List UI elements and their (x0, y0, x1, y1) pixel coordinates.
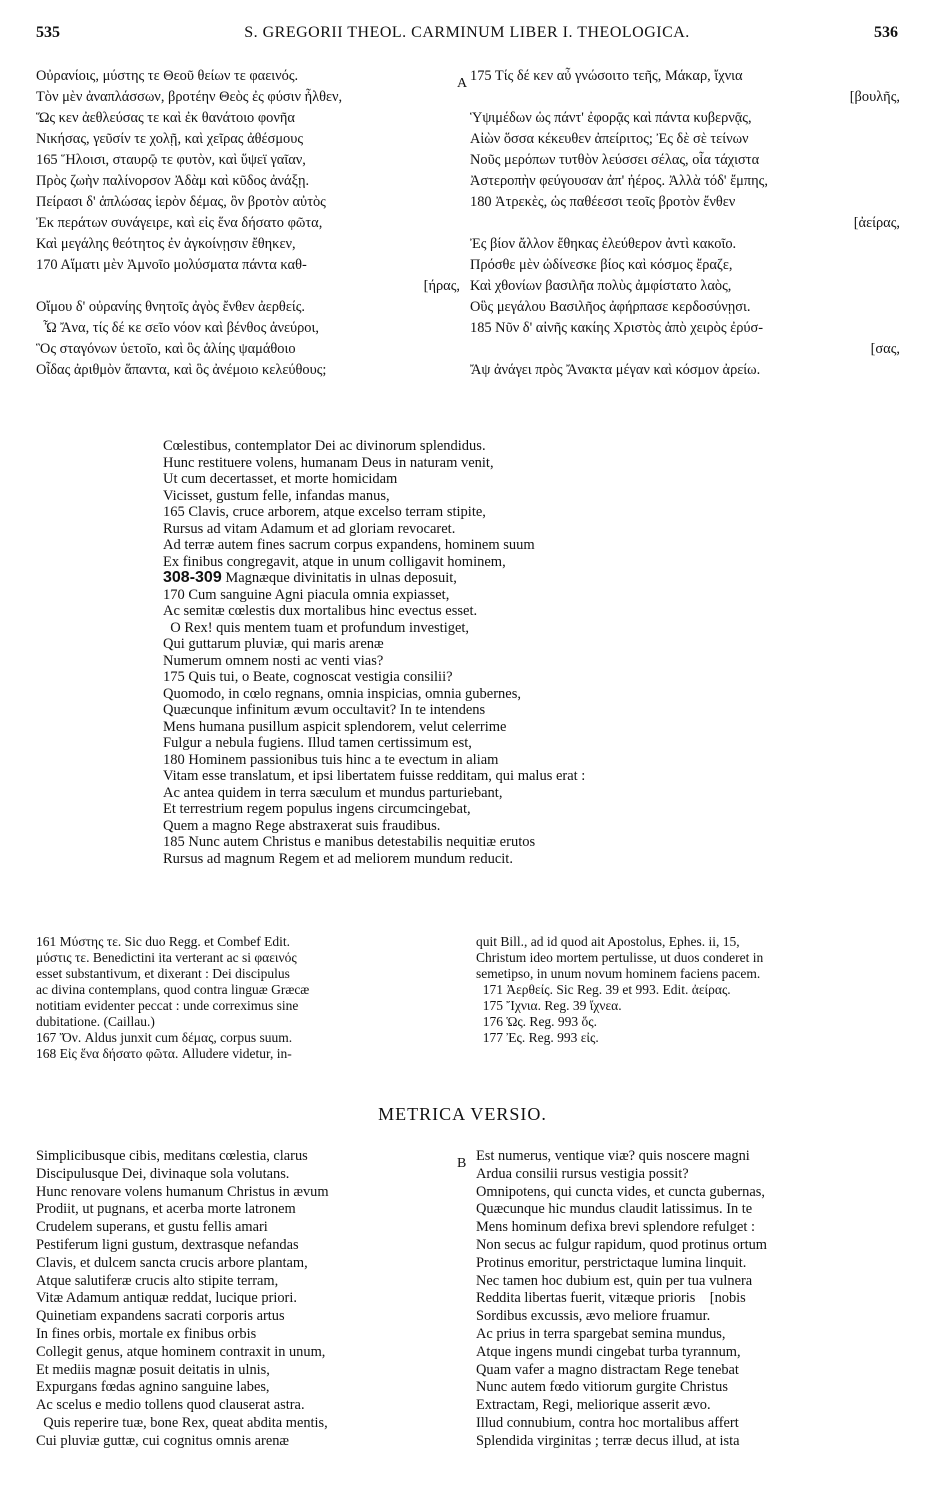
metrical-verse-line: Nec tamen hoc dubium est, quin per tua vulnera (476, 1272, 753, 1289)
greek-verse-line: Ὦ Ἄνα, τίς δέ κε σεῖο νόον καὶ βένθος ἀνεύροι, (36, 320, 319, 336)
metrical-verse-line: Ac scelus e medio tollens quod clauserat astra. (36, 1397, 305, 1414)
column-marker-a: A (457, 76, 468, 91)
page-number-right: 536 (874, 24, 898, 41)
latin-prose-line: Rursus ad vitam Adamum et ad gloriam revocaret. (163, 520, 456, 537)
footnote-line: μύστις τε. Benedictini ita verterant ac si φαεινός (36, 950, 297, 965)
latin-prose-line: Mens humana pusillum aspicit splendorem, velut celerrime (163, 718, 507, 735)
metrical-verse-line: Expurgans fœdas agnino sanguine labes, (36, 1379, 270, 1396)
greek-verse-line: Ἄψ ἀνάγει πρὸς Ἄνακτα μέγαν καὶ κόσμον ἀρείω. (470, 362, 761, 378)
metrical-verse-line: Vitæ Adamum antiquæ reddat, lucique priori. (36, 1290, 297, 1307)
latin-prose-line: Ad terræ autem fines sacrum corpus expandens, hominem suum (163, 537, 535, 553)
footnotes-right-column (476, 934, 896, 1046)
metrical-verse-line: Clavis, et dulcem sancta crucis arbore plantam, (36, 1254, 308, 1271)
metrical-verse-line: Quæcunque hic mundus claudit latissimus. In te (476, 1201, 753, 1218)
column-marker-b: B (457, 1156, 467, 1171)
latin-prose-line: Ac semitæ cœlestis dux mortalibus hinc evectus esset. (163, 603, 478, 619)
metrical-verse-line: In fines orbis, mortale ex finibus orbis (36, 1325, 257, 1342)
greek-verse-line: 185 Νῦν δ' αἰνῆς κακίης Χριστὸς ἀπὸ χειρὸς ἐρύσ- (470, 320, 764, 336)
footnote-line: 177 Ἐς. Reg. 993 εἰς. (476, 1030, 599, 1045)
metrical-verse-line: Reddita libertas fuerit, vitæque prioris [nobis (476, 1290, 746, 1307)
latin-prose-line: 170 Cum sanguine Agni piacula omnia expiasset, (163, 586, 450, 603)
metrical-version-right-column (476, 1148, 900, 1451)
metrical-verse-line: Atque salutiferæ crucis alto stipite terram, (36, 1272, 279, 1289)
metrical-verse-line: Et mediis magnæ posuit deitatis in ulnis, (36, 1361, 270, 1378)
greek-verse-line: Αἰὼν ὅσσα κέκευθεν ἀπείριτος; Ἐς δὲ σὲ τείνων (470, 131, 749, 147)
latin-prose-line: 308-309 Magnæque divinitatis in ulnas deposuit, (163, 570, 457, 586)
greek-verse-line: Ἀστεροπὴν φεύγουσαν ἀπ' ἠέρος. Ἀλλὰ τόδ' ἔμπης, (470, 173, 768, 189)
latin-prose-line: Vitam esse translatum, et ipsi libertatem fuisse redditam, qui malus erat : (163, 768, 586, 784)
greek-verse-line: [σας, (870, 341, 900, 357)
footnote-line: notitiam evidenter peccat : unde correximus sine (36, 998, 299, 1013)
latin-prose-line: 185 Nunc autem Christus e manibus detestabilis nequitiæ erutos (163, 834, 536, 850)
metrical-verse-line: Collegit genus, atque hominem contraxit in unum, (36, 1343, 326, 1360)
latin-prose-line: Et terrestrium regem populus ingens circumcingebat, (163, 801, 471, 817)
greek-verse-line: 165 Ἥλοισι, σταυρῷ τε φυτὸν, καὶ ὕψεϊ γαῖαν, (36, 152, 306, 168)
latin-prose-line: Numerum omnem nosti ac venti vias? (163, 652, 384, 669)
page-number-left: 535 (36, 24, 60, 41)
footnote-line: semetipso, in unum novum hominem faciens pacem. (476, 966, 761, 981)
greek-verse-line: Πείρασι δ' ἁπλώσας ἱερὸν δέμας, ὃν βροτὸν αὐτὸς (36, 194, 326, 210)
metrical-verse-line: Est numerus, ventique viæ? quis noscere magni (476, 1148, 750, 1164)
greek-verse-line: 175 Τίς δέ κεν αὖ γνώσοιτο τεῆς, Μάκαρ, ἴχνια (470, 68, 743, 84)
latin-prose-line: Cœlestibus, contemplator Dei ac divinorum splendidus. (163, 438, 486, 454)
greek-verse-line: Νικήσας, γεῦσίν τε χολῇ, καὶ χεῖρας ἀθέσμους (36, 131, 304, 147)
latin-prose-line: Ex finibus congregavit, atque in unum colligavit hominem, (163, 553, 506, 570)
running-title: S. GREGORII THEOL. CARMINUM LIBER I. THEOLOGICA. (244, 24, 690, 41)
metrical-verse-line: Quis reperire tuæ, bone Rex, queat abdita mentis, (36, 1414, 328, 1431)
greek-verse-line: Πρόσθε μὲν ὠδίνεσκε βίος καὶ κόσμος ἔραζε, (470, 257, 733, 273)
metrical-verse-line: Pestiferum ligni gustum, dextrasque nefandas (36, 1236, 299, 1253)
greek-verse-line: Καὶ μεγάλης θεότητος ἐν ἀγκοίνῃσιν ἔθηκεν, (36, 236, 296, 252)
latin-prose-line: Fulgur a nebula fugiens. Illud tamen certissimum est, (163, 735, 472, 751)
footnote-line: 171 Ἀερθείς. Sic Reg. 39 et 993. Edit. ἀείρας. (476, 982, 731, 997)
metrical-version-left-column (36, 1148, 456, 1451)
footnote-line: 161 Μύστης τε. Sic duo Regg. et Combef Edit. (36, 934, 290, 949)
greek-text-right-column (470, 66, 900, 381)
footnote-line: 168 Εἰς ἕνα δήσατο φῶτα. Alludere videtur, in- (36, 1046, 292, 1061)
greek-verse-line: 180 Ἀτρεκὲς, ὡς παθέεσσι τεοῖς βροτὸν ἔνθεν (470, 194, 736, 210)
latin-prose-line: Vicisset, gustum felle, infandas manus, (163, 487, 390, 504)
greek-text-left-column (36, 66, 460, 381)
greek-verse-line: Τὸν μὲν ἀναπλάσσων, βροτέην Θεὸς ἐς φύσιν ἦλθεν, (36, 89, 343, 105)
latin-prose-line: O Rex! quis mentem tuam et profundum investiget, (163, 619, 470, 636)
greek-verse-line: [βουλῆς, (849, 89, 900, 105)
footnote-line: esset substantivum, et dixerant : Dei discipulus (36, 966, 290, 981)
greek-verse-line: Πρὸς ζωὴν παλίνορσον Ἀδὰμ καὶ κῦδος ἀνάξῃ. (36, 173, 310, 189)
metrical-verse-line: Discipulusque Dei, divinaque sola volutans. (36, 1165, 290, 1182)
footnote-line: 176 Ὡς. Reg. 993 ὅς. (476, 1014, 598, 1029)
metrical-verse-line: Hunc renovare volens humanum Christus in ævum (36, 1183, 329, 1200)
running-header (36, 24, 898, 54)
greek-verse-line: Νοῦς μερόπων τυτθὸν λεύσσει σέλας, οἷα τάχιστα (470, 152, 760, 168)
metrical-verse-line: Cui pluviæ guttæ, cui cognitus omnis arenæ (36, 1432, 290, 1449)
metrical-verse-line: Quinetiam expandens sacrati corporis artus (36, 1308, 285, 1325)
metrical-verse-line: Extractam, Regi, meliorique asserit ævo. (476, 1397, 711, 1414)
metrical-verse-line: Quam vafer a magno distractam Rege tenebat (476, 1361, 739, 1378)
greek-verse-line: [ήρας, (423, 278, 460, 294)
footnotes-left-column (36, 934, 454, 1062)
metrical-verse-line: Crudelem superans, et gustu fellis amari (36, 1219, 268, 1236)
footnote-line: ac divina contemplans, quod contra linguæ Græcæ (36, 982, 310, 997)
latin-prose-line: Quæcunque infinitum ævum occultavit? In te intendens (163, 702, 486, 718)
greek-verse-line: Οἴμου δ' οὐρανίης θνητοῖς ἀγὸς ἔνθεν ἀερθείς. (36, 299, 306, 315)
latin-prose-line: 165 Clavis, cruce arborem, atque excelso terram stipite, (163, 504, 486, 520)
metrical-verse-line: Protinus emoritur, perstrictaque lumina linquit. (476, 1254, 747, 1271)
column-number: 308-309 (163, 570, 222, 586)
greek-verse-line: Οἶδας ἀριθμὸν ἅπαντα, καὶ ὃς ἀνέμοιο κελεύθους; (36, 362, 327, 378)
metrical-verse-line: Splendida virginitas ; terræ decus illud, at ista (476, 1432, 740, 1449)
latin-prose-line: 175 Quis tui, o Beate, cognoscat vestigia consilii? (163, 669, 453, 685)
latin-prose-line: Qui guttarum pluviæ, qui maris arenæ (163, 636, 384, 652)
latin-prose-line: Hunc restituere volens, humanam Deus in naturam venit, (163, 454, 494, 471)
greek-verse-line: Οὐρανίοις, μύστης τε Θεοῦ θείων τε φαεινός. (36, 68, 299, 84)
latin-prose-line: Quem a magno Rege abstraxerat suis fraudibus. (163, 817, 441, 834)
greek-verse-line: Καὶ χθονίων βασιλῆα πολὺς ἀμφίστατο λαὸς, (470, 278, 732, 294)
latin-prose-translation (163, 438, 763, 867)
greek-verse-line: Ὃς σταγόνων ὑετοῖο, καὶ ὃς ἁλίης ψαμάθοιο (36, 341, 296, 357)
metrical-verse-line: Ardua consilii rursus vestigia possit? (476, 1165, 689, 1182)
metrical-verse-line: Simplicibusque cibis, meditans cœlestia, clarus (36, 1148, 308, 1164)
footnote-line: dubitatione. (Caillau.) (36, 1014, 155, 1029)
greek-verse-line: Ὑψιμέδων ὡς πάντ' ἐφορᾷς καὶ πάντα κυβερνᾷς, (470, 110, 752, 126)
latin-prose-line: Quomodo, in cœlo regnans, omnia inspicias, omnia gubernes, (163, 685, 522, 702)
footnote-line: Christum ideo mortem pertulisse, ut duos conderet in (476, 950, 764, 965)
metrical-verse-line: Atque ingens mundi cingebat turba tyrannum, (476, 1343, 741, 1360)
greek-verse-line: Ἐς βίον ἄλλον ἔθηκας ἐλεύθερον ἀντὶ κακοῖο. (470, 236, 737, 252)
metrical-verse-line: Prodiit, ut pugnans, et acerba morte latronem (36, 1201, 296, 1218)
greek-verse-line: [ἀείρας, (853, 215, 900, 231)
metrical-verse-line: Nunc autem fœdo vitiorum gurgite Christus (476, 1379, 728, 1396)
greek-verse-line: Ἐκ περάτων συνάγειρε, καὶ εἰς ἕνα δήσατο φῶτα, (36, 215, 323, 231)
latin-prose-line: Rursus ad magnum Regem et ad meliorem mundum reducit. (163, 850, 513, 867)
latin-prose-line: Ut cum decertasset, et morte homicidam (163, 471, 398, 487)
metrical-verse-line: Omnipotens, qui cuncta vides, et cuncta gubernas, (476, 1183, 765, 1200)
metrical-verse-line: Sordibus excussis, ævo meliore fruamur. (476, 1308, 711, 1325)
footnote-line: quit Bill., ad id quod ait Apostolus, Ephes. ii, 15, (476, 934, 740, 949)
footnote-line: 167 Ὄν. Aldus junxit cum δέμας, corpus suum. (36, 1030, 293, 1045)
latin-prose-line: Ac antea quidem in terra sæculum et mundus parturiebant, (163, 784, 503, 801)
metrical-verse-line: Ac prius in terra spargebat semina mundus, (476, 1325, 726, 1342)
section-title: METRICA VERSIO. (378, 1104, 547, 1124)
metrical-verse-line: Illud connubium, contra hoc mortalibus affert (476, 1414, 739, 1431)
greek-verse-line: Οὓς μεγάλου Βασιλῆος ἀφήρπασε κερδοσύνῃσι. (470, 299, 751, 315)
footnote-line: 175 Ἴχνια. Reg. 39 ἴχνεα. (476, 998, 622, 1013)
latin-prose-line: 180 Hominem passionibus tuis hinc a te evectum in aliam (163, 751, 499, 768)
metrical-verse-line: Mens hominum defixa brevi splendore refulget : (476, 1219, 755, 1236)
greek-verse-line: 170 Αἵματι μὲν Ἀμνοῖο μολύσματα πάντα καθ- (36, 257, 307, 273)
greek-verse-line: Ὥς κεν ἀεθλεύσας τε καὶ ἐκ θανάτοιο φονῆα (36, 110, 295, 126)
metrical-verse-line: Non secus ac fulgur rapidum, quod protinus ortum (476, 1236, 767, 1253)
